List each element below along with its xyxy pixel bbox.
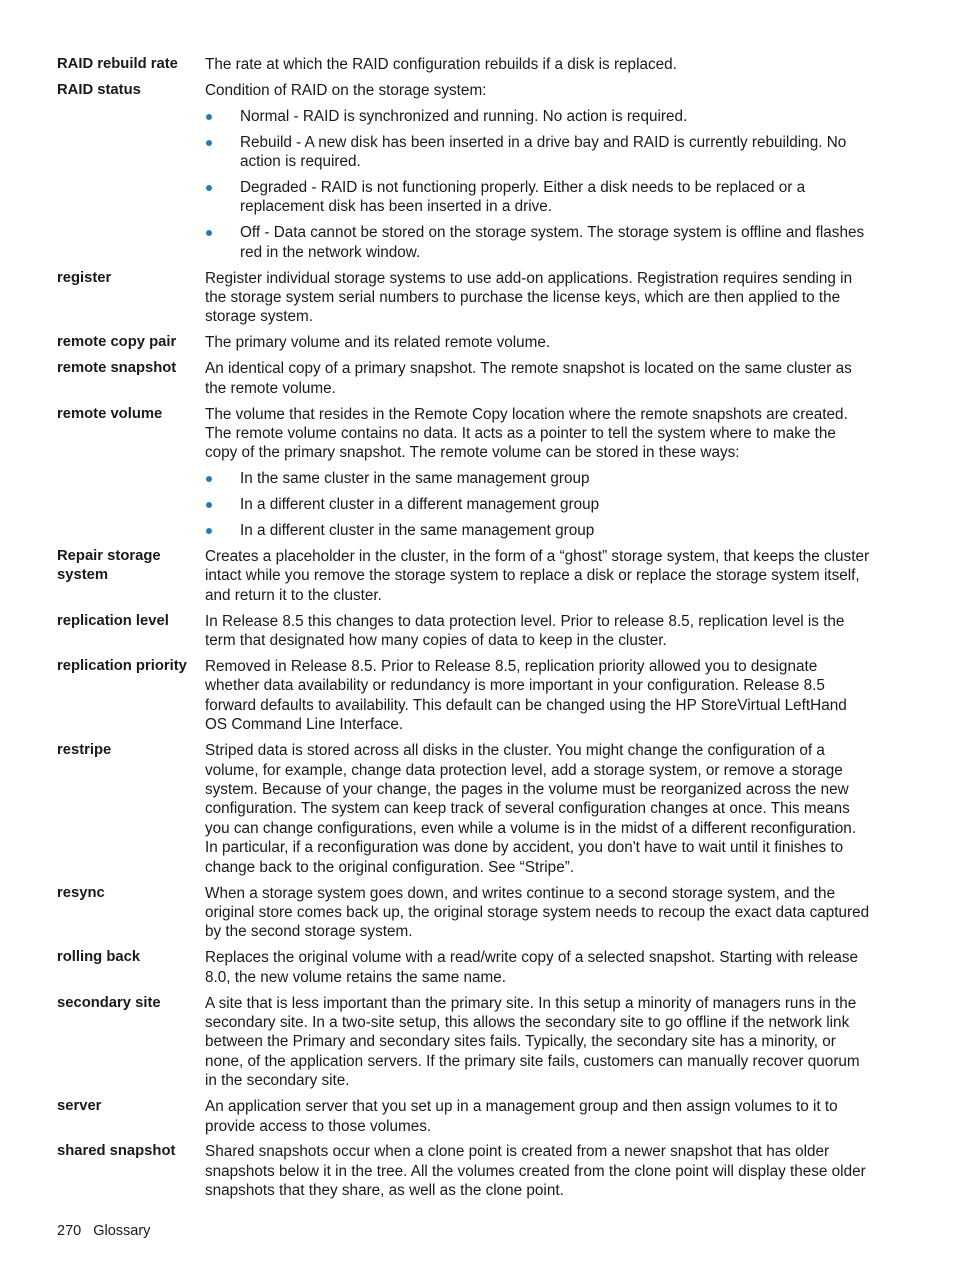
glossary-definition: Replaces the original volume with a read/write copy of a selected snapshot. Starting with release 8.0, the new volume retains the same name.: [205, 949, 859, 986]
glossary-entry: [57, 657, 872, 735]
glossary-term: replication level: [57, 612, 169, 629]
glossary-term: remote snapshot: [57, 360, 177, 377]
glossary-definition: Register individual storage systems to use add-on applications. Registration requires sending in the storage system serial numbers to purchase the license keys, which are then applied to the storage system.: [205, 269, 853, 326]
section-title: Glossary: [93, 1223, 151, 1239]
glossary-term: shared snapshot: [57, 1143, 176, 1160]
glossary-term: restripe: [57, 742, 112, 759]
glossary-entry: [57, 1097, 872, 1136]
list-item: Normal - RAID is synchronized and running. No action is required.: [205, 107, 872, 126]
bullet-icon: [206, 502, 212, 508]
bullet-icon: [206, 140, 212, 146]
list-item: In the same cluster in the same management group: [205, 469, 872, 488]
glossary-entry: [57, 405, 872, 541]
glossary-entry: [57, 1142, 872, 1200]
glossary-entry: [57, 81, 872, 262]
glossary-term: RAID rebuild rate: [57, 56, 178, 72]
glossary-entry: [57, 741, 872, 877]
glossary-entry: [57, 333, 872, 352]
list-item: In a different cluster in a different management group: [205, 495, 872, 514]
glossary-list: [57, 55, 872, 1207]
glossary-term: remote copy pair: [57, 334, 177, 351]
glossary-definition: Creates a placeholder in the cluster, in the form of a “ghost” storage system, that keeps the cluster intact while you remove the storage system to replace a disk or replace the storage system itself, and return it to the cluster.: [205, 548, 870, 604]
bullet-icon: [206, 476, 212, 482]
glossary-entry: [57, 269, 872, 327]
glossary-term: Repair storage system: [57, 548, 161, 584]
glossary-entry: [57, 994, 872, 1091]
glossary-term: RAID status: [57, 81, 141, 98]
bullet-icon: [206, 185, 212, 191]
glossary-entry: [57, 55, 872, 74]
glossary-term: replication priority: [57, 658, 187, 675]
glossary-definition: An application server that you set up in a management group and then assign volumes to it to provide access to those volumes.: [205, 1098, 838, 1135]
glossary-term: register: [57, 269, 112, 286]
list-item: In a different cluster in the same management group: [205, 521, 872, 540]
glossary-term: remote volume: [57, 405, 163, 422]
glossary-definition: An identical copy of a primary snapshot. The remote snapshot is located on the same cluster as the remote volume.: [205, 360, 852, 397]
glossary-entry: [57, 359, 872, 398]
glossary-definition: Striped data is stored across all disks in the cluster. You might change the configuration of a volume, for example, change data protection level, add a storage system, or remove a storage system. Because of your change, the pages in the volume must be reorganized across the new configuration. The system can keep track of several configuration changes at once. This means you can change configurations, even while a volume is in the midst of a different reconfiguration. In particular, if a reconfiguration was done by accident, you don't have to wait until it finishes to change back to the original configuration. See “Stripe”.: [205, 742, 857, 876]
glossary-definition: The primary volume and its related remote volume.: [205, 334, 551, 352]
glossary-definition: The rate at which the RAID configuration rebuilds if a disk is replaced.: [205, 56, 677, 73]
list-item: Rebuild - A new disk has been inserted in a drive bay and RAID is currently rebuilding. No action is required.: [205, 133, 872, 172]
glossary-definition: Shared snapshots occur when a clone point is created from a newer snapshot that has older snapshots below it in the tree. All the volumes created from the clone point will display these older snapshots that they share, as well as the clone point.: [205, 1143, 866, 1200]
glossary-entry: [57, 612, 872, 651]
glossary-entry: [57, 547, 872, 605]
bullet-icon: [206, 528, 212, 534]
glossary-term: server: [57, 1098, 102, 1115]
glossary-definition: A site that is less important than the primary site. In this setup a minority of managers runs in the secondary site. In a two-site setup, this allows the secondary site to go offline if the network link between the Primary and secondary sites fails. Typically, the secondary site has a minority, or none, of the application servers. If the primary site fails, customers can manually recover quorum in the secondary site.: [205, 994, 860, 1090]
page-footer: [57, 1222, 150, 1241]
bullet-list: [205, 469, 872, 540]
bullet-icon: [206, 230, 212, 236]
glossary-term: resync: [57, 884, 105, 901]
page-number: 270: [57, 1223, 82, 1239]
glossary-definition: Removed in Release 8.5. Prior to Release 8.5, replication priority allowed you to designate whether data availability or redundancy is more important in your configuration. Release 8.5 forward defaults to availability. This default can be changed using the HP StoreVirtual LeftHand OS Command Line Interface.: [205, 658, 847, 734]
glossary-definition: When a storage system goes down, and writes continue to a second storage system, and the original store comes back up, the original storage system needs to recoup the exact data captured by the second storage system.: [205, 884, 870, 941]
glossary-definition: Condition of RAID on the storage system:: [205, 81, 487, 99]
glossary-entry: [57, 884, 872, 942]
glossary-term: rolling back: [57, 949, 141, 966]
glossary-definition: The volume that resides in the Remote Copy location where the remote snapshots are created. The remote volume contains no data. It acts as a pointer to tell the system where to make the copy of the primary snapshot. The remote volume can be stored in these ways:: [205, 405, 848, 462]
bullet-icon: [206, 114, 212, 120]
glossary-term: secondary site: [57, 994, 161, 1011]
list-item: Off - Data cannot be stored on the storage system. The storage system is offline and flashes red in the network window.: [205, 223, 872, 262]
glossary-definition: In Release 8.5 this changes to data protection level. Prior to release 8.5, replication level is the term that designated how many copies of data to keep in the cluster.: [205, 612, 845, 650]
bullet-list: [205, 107, 872, 262]
list-item: Degraded - RAID is not functioning properly. Either a disk needs to be replaced or a replacement disk has been inserted in a drive.: [205, 178, 872, 217]
glossary-entry: [57, 948, 872, 987]
